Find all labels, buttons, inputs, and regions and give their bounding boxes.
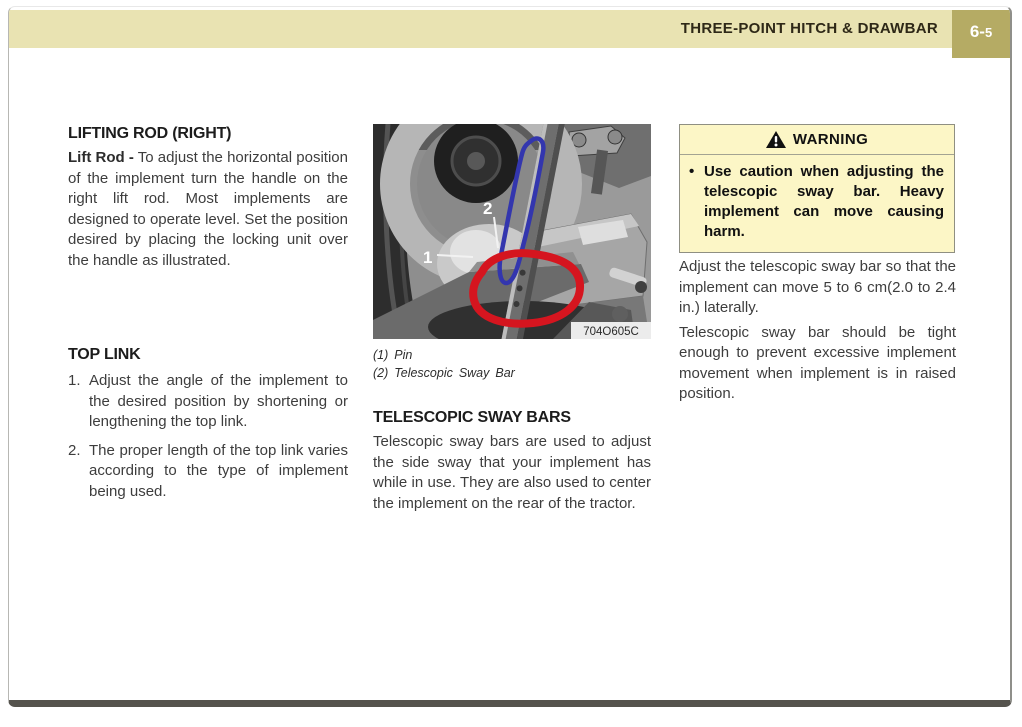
left-column — [68, 124, 348, 502]
section-heading-telescopic-sway-bars: TELESCOPIC SWAY BARS — [373, 409, 571, 426]
list-item — [68, 371, 348, 433]
lifting-rod-text: To adjust the horizontal position of the implement turn the handle on the right lift rod. Most implements are designed to operate level. Set the position desired by placing the locking unit over the handle as illustrated. — [68, 149, 348, 269]
warning-header — [680, 125, 954, 155]
page-number-badge — [952, 10, 1010, 58]
lifting-rod-paragraph — [68, 148, 348, 271]
figure-label-1: 1 — [423, 248, 433, 267]
list-item-number: 1. — [68, 372, 81, 389]
telescopic-sway-bars-paragraph: Telescopic sway bars are used to adjust the side sway that your implement has while in use. They are also used to center the implement on the rear of the tractor. — [373, 433, 651, 512]
lifting-rod-lead: Lift Rod - — [68, 149, 134, 166]
figure-caption — [373, 346, 651, 382]
figure-code: 704O605C — [583, 326, 639, 338]
sway-bar-tightness-paragraph: Telescopic sway bar should be tight enough to prevent excessive implement movement when implement is in raised position. — [679, 323, 956, 402]
sway-bar-adjust-paragraph: Adjust the telescopic sway bar so that the implement can move 5 to 6 cm(2.0 to 2.4 in.) laterally. — [679, 258, 956, 316]
page-title: THREE-POINT HITCH & DRAWBAR — [680, 20, 938, 37]
page-number-minor: 5 — [984, 25, 993, 40]
warning-body — [680, 155, 954, 252]
figure-label-2: 2 — [483, 199, 493, 218]
right-column — [679, 124, 956, 405]
list-item-number: 2. — [68, 441, 81, 459]
list-item-text: Adjust the angle of the implement to the desired position by shortening or lengthening the top link. — [89, 372, 348, 430]
caption-line: (2) Telescopic Sway Bar — [373, 366, 515, 380]
page-number-major: 6- — [969, 22, 985, 41]
list-item — [68, 441, 348, 503]
manual-page — [8, 6, 1012, 707]
section-heading-lifting-rod: LIFTING ROD (RIGHT) — [68, 125, 232, 142]
caption-line: (1) Pin — [373, 348, 413, 362]
figure-container — [373, 124, 651, 339]
middle-column — [373, 124, 651, 514]
warning-box — [679, 124, 955, 253]
warning-title: WARNING — [792, 131, 869, 148]
bullet-dot: • — [689, 163, 695, 180]
header-band — [9, 10, 952, 48]
warning-triangle-icon — [766, 131, 786, 148]
list-item-text: The proper length of the top link varies according to the type of implement being used. — [89, 441, 348, 500]
warning-text: Use caution when adjusting the telescopic sway bar. Heavy implement can move causing harm. — [704, 163, 944, 240]
tractor-photo — [373, 124, 651, 339]
section-heading-top-link: TOP LINK — [68, 346, 141, 363]
top-link-list — [68, 371, 348, 502]
